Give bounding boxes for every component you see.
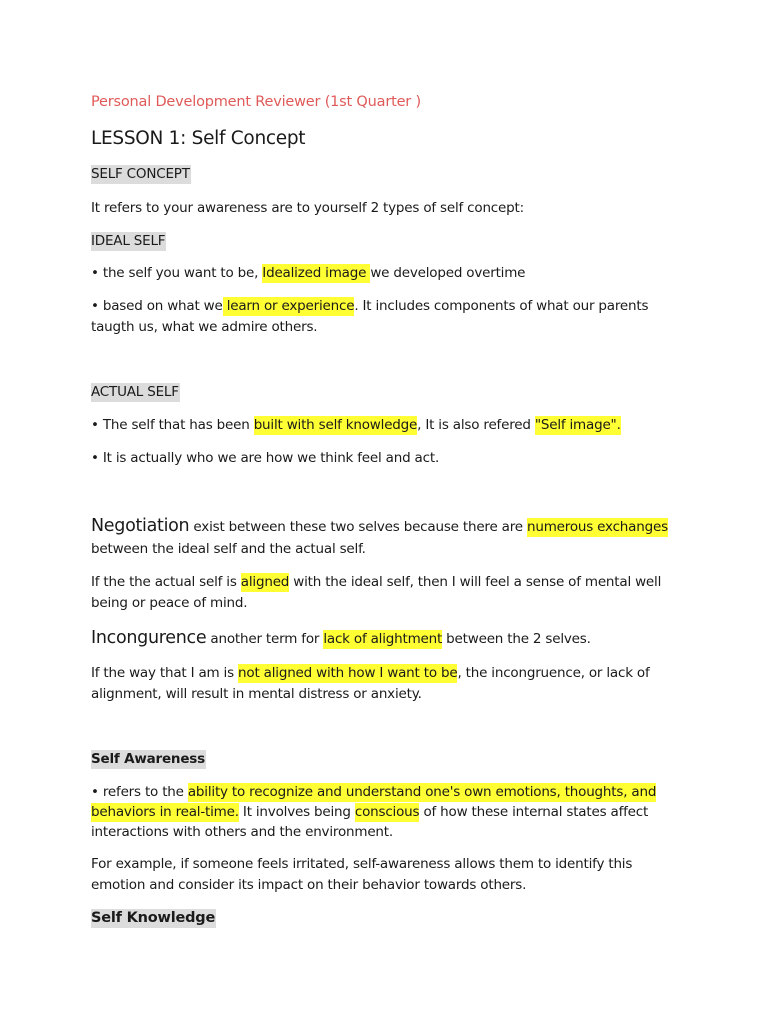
- highlight: not aligned with how I want to be: [238, 665, 458, 681]
- self-awareness-label: Self Awareness: [91, 751, 205, 767]
- ideal-self-label: IDEAL SELF: [91, 233, 166, 249]
- self-knowledge-heading: [91, 909, 216, 927]
- ideal-self-bullet-2: [91, 297, 648, 315]
- self-concept-heading: [91, 165, 191, 183]
- actual-self-bullet-2: • It is actually who we are how we think feel and act.: [91, 450, 440, 466]
- highlight: Idealized image: [262, 265, 371, 281]
- negotiation-paragraph-line-2: between the ideal self and the actual self.: [91, 541, 366, 557]
- incongruence-paragraph: [91, 627, 591, 650]
- text-run: . It includes components of what our parents: [354, 298, 649, 314]
- text-run: • refers to the: [91, 784, 188, 800]
- text-run: exist between these two selves because there are: [189, 519, 527, 535]
- actual-self-bullet-1: [91, 416, 621, 434]
- negotiation-paragraph: [91, 515, 668, 538]
- text-run: • the self you want to be,: [91, 265, 263, 281]
- text-run: we developed overtime: [370, 265, 526, 281]
- self-concept-definition: It refers to your awareness are to yourself 2 types of self concept:: [91, 200, 524, 216]
- lesson-heading: LESSON 1: Self Concept: [91, 128, 306, 149]
- incongruence-term: Incongurence: [91, 628, 207, 648]
- ideal-self-bullet-2-continued: taugth us, what we admire others.: [91, 319, 318, 335]
- self-concept-label: SELF CONCEPT: [91, 166, 190, 182]
- self-awareness-heading: [91, 750, 206, 768]
- text-run: If the the actual self is: [91, 574, 241, 590]
- text-run: between the 2 selves.: [442, 631, 591, 647]
- highlight: lack of alightment: [323, 631, 443, 647]
- example-paragraph-line-2: emotion and consider its impact on their behavior towards others.: [91, 877, 527, 893]
- highlight: conscious: [354, 804, 420, 820]
- text-run: of how these internal states affect: [419, 804, 649, 820]
- text-run: It involves being: [238, 804, 355, 820]
- text-run: , the incongruence, or lack of: [457, 665, 650, 681]
- highlight: behaviors in real-time.: [91, 804, 239, 820]
- negotiation-term: Negotiation: [91, 516, 190, 536]
- highlight: ability to recognize and understand one's own emotions, thoughts, and: [187, 784, 657, 800]
- example-paragraph: For example, if someone feels irritated, self-awareness allows them to identify this: [91, 856, 633, 872]
- text-run: another term for: [206, 631, 324, 647]
- document-title: Personal Development Reviewer (1st Quarter ): [91, 94, 421, 110]
- alignment-paragraph-line-2: being or peace of mind.: [91, 595, 248, 611]
- actual-self-label: ACTUAL SELF: [91, 384, 179, 400]
- alignment-paragraph: [91, 573, 661, 591]
- ideal-self-bullet-1: [91, 264, 525, 282]
- highlight: numerous exchanges: [527, 519, 668, 535]
- actual-self-heading: [91, 383, 180, 401]
- text-run: • The self that has been: [91, 417, 254, 433]
- text-run: • based on what we: [91, 298, 223, 314]
- self-knowledge-label: Self Knowledge: [91, 910, 216, 926]
- text-run: , It is also refered: [417, 417, 535, 433]
- self-awareness-bullet-line-3: interactions with others and the environment.: [91, 824, 393, 840]
- highlight: learn or experience: [222, 298, 355, 314]
- self-awareness-bullet-line-2: [91, 803, 648, 821]
- misalignment-paragraph: [91, 664, 650, 682]
- highlight: aligned: [240, 574, 290, 590]
- text-run: with the ideal self, then I will feel a sense of mental well: [289, 574, 662, 590]
- highlight: "Self image".: [534, 417, 621, 433]
- misalignment-paragraph-line-2: alignment, will result in mental distress or anxiety.: [91, 686, 422, 702]
- self-awareness-bullet: [91, 783, 656, 801]
- ideal-self-heading: [91, 232, 166, 250]
- highlight: built with self knowledge: [253, 417, 418, 433]
- text-run: If the way that I am is: [91, 665, 239, 681]
